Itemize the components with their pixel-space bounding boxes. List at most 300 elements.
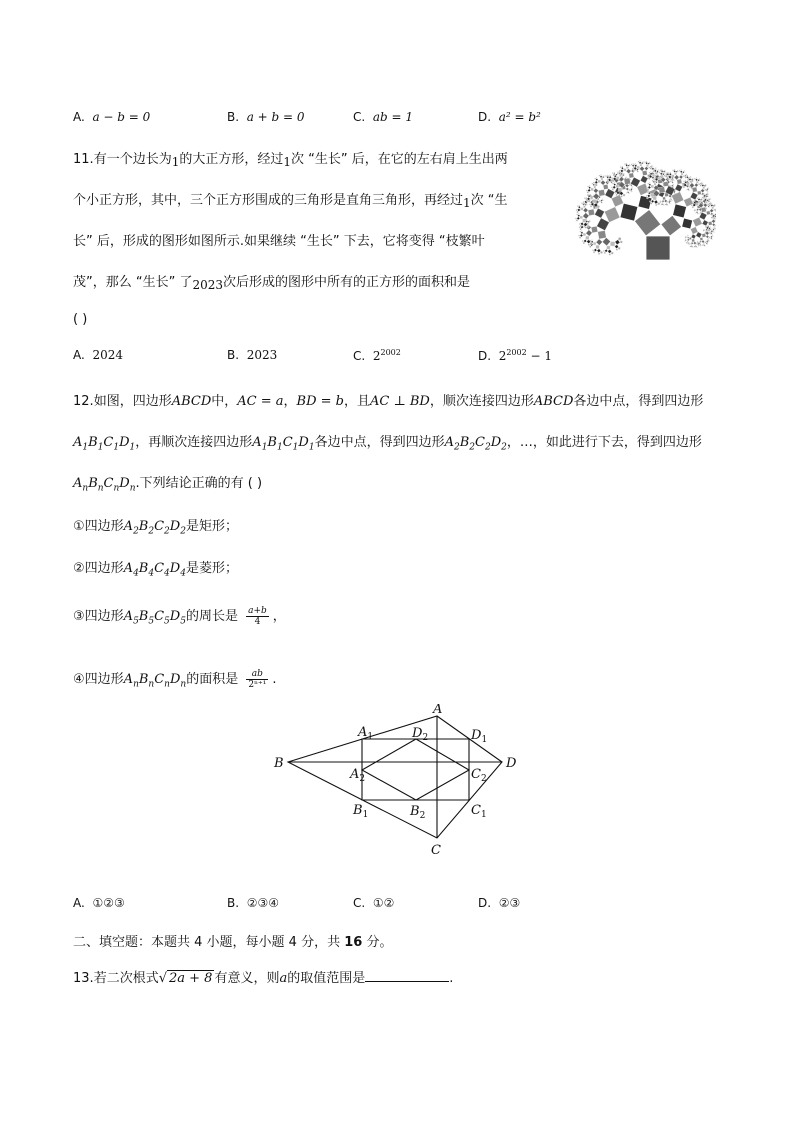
- tree-square: [712, 219, 716, 223]
- tree-square: [706, 240, 707, 241]
- q13-line: 13.若二次根式√ 2a + 8 有意义，则a的取值范围是 .: [73, 971, 454, 986]
- tree-square: [690, 243, 691, 244]
- tree-square: [709, 200, 710, 201]
- tree-square: [672, 186, 673, 187]
- tree-square: [655, 172, 657, 174]
- tree-square: [708, 198, 709, 199]
- tree-square: [629, 184, 631, 186]
- label-b1: $B_1$: [353, 803, 369, 820]
- tree-square: [676, 190, 677, 191]
- tree-square: [710, 228, 711, 229]
- tree-square: [578, 206, 580, 208]
- tree-square: [655, 168, 656, 169]
- tree-square: [713, 217, 715, 219]
- tree-square: [702, 233, 706, 237]
- q12-line-3: $A_nB_nC_nD_n$.下列结论正确的有 ( ): [73, 476, 263, 494]
- answer-blank[interactable]: [365, 969, 449, 982]
- tree-square: [705, 245, 706, 246]
- tree-square: [595, 208, 605, 218]
- tree-square: [711, 217, 712, 218]
- tree-square: [691, 177, 692, 178]
- tree-square: [602, 238, 610, 246]
- tree-square: [639, 160, 640, 161]
- tree-square: [672, 180, 673, 181]
- tree-square: [712, 228, 713, 229]
- tree-square: [696, 177, 697, 178]
- tree-square: [663, 205, 664, 206]
- tree-square: [688, 178, 690, 180]
- tree-square: [615, 240, 620, 245]
- tree-square: [646, 236, 670, 260]
- tree-square: [671, 175, 674, 178]
- tree-square: [694, 210, 695, 211]
- tree-square: [710, 209, 714, 213]
- tree-square: [669, 199, 670, 200]
- tree-square: [586, 230, 592, 236]
- tree-square: [623, 168, 626, 171]
- tree-square: [692, 239, 695, 242]
- tree-square: [653, 169, 655, 171]
- tree-square: [618, 174, 619, 175]
- tree-square: [681, 169, 682, 170]
- tree-square: [598, 180, 601, 183]
- tree-square: [693, 180, 694, 181]
- tree-square: [679, 175, 683, 179]
- label-b: B: [274, 756, 284, 771]
- tree-square: [632, 186, 633, 187]
- tree-square: [712, 236, 713, 237]
- tree-square: [650, 193, 653, 196]
- tree-square: [672, 183, 673, 184]
- tree-square: [579, 205, 580, 206]
- tree-square: [618, 188, 622, 192]
- tree-square: [684, 237, 685, 238]
- tree-square: [632, 191, 633, 192]
- tree-square: [705, 189, 707, 191]
- tree-square: [605, 175, 607, 177]
- tree-square: [710, 234, 711, 235]
- tree-square: [693, 217, 702, 226]
- tree-square: [664, 199, 667, 202]
- tree-square: [625, 164, 627, 166]
- tree-square: [680, 171, 682, 173]
- area-fraction: $\frac{ab}{\text{2ⁿ⁺¹}}$: [248, 669, 267, 690]
- tree-square: [588, 187, 590, 189]
- tree-square: [713, 231, 714, 232]
- label-a1: $A_1$: [358, 725, 374, 742]
- tree-square: [686, 243, 687, 244]
- tree-square: [585, 236, 589, 240]
- tree-square: [672, 192, 684, 204]
- tree-square: [682, 218, 693, 229]
- tree-square: [622, 166, 623, 167]
- label-a2: $A_2$: [350, 767, 366, 784]
- tree-square: [661, 169, 662, 170]
- tree-square: [685, 178, 686, 179]
- tree-square: [623, 173, 624, 174]
- tree-square: [649, 172, 651, 174]
- tree-square: [591, 226, 598, 233]
- tree-square: [583, 242, 585, 244]
- tree-square: [612, 180, 614, 182]
- tree-square: [708, 196, 709, 197]
- quad-a2b2c2d2: [362, 739, 469, 800]
- tree-square: [624, 163, 626, 165]
- tree-square: [665, 171, 666, 172]
- q12-option-c: C. ①②: [353, 896, 395, 910]
- tree-square: [687, 237, 689, 239]
- tree-square: [621, 167, 623, 169]
- tree-square: [631, 186, 632, 187]
- tree-square: [712, 239, 713, 240]
- tree-square: [587, 204, 588, 205]
- tree-square: [577, 205, 579, 207]
- tree-square: [662, 202, 663, 203]
- tree-square: [584, 203, 586, 205]
- tree-square: [702, 240, 705, 243]
- tree-square: [590, 221, 591, 222]
- tree-square: [714, 226, 715, 227]
- tree-square: [715, 205, 716, 206]
- tree-square: [709, 206, 710, 207]
- tree-square: [681, 173, 683, 175]
- tree-square: [703, 230, 704, 231]
- tree-square: [709, 202, 710, 203]
- tree-square: [589, 246, 591, 248]
- tree-square: [603, 184, 608, 189]
- tree-square: [603, 250, 605, 252]
- tree-square: [583, 208, 588, 213]
- tree-square: [709, 198, 710, 199]
- tree-square: [583, 213, 589, 219]
- tree-square: [706, 235, 709, 238]
- tree-square: [689, 243, 690, 244]
- tree-square: [649, 162, 650, 163]
- tree-square: [605, 249, 608, 252]
- tree-square: [617, 171, 619, 173]
- tree-square: [593, 188, 598, 193]
- tree-square: [646, 197, 648, 199]
- tree-square: [700, 243, 701, 244]
- tree-square: [674, 169, 675, 170]
- tree-square: [709, 204, 711, 206]
- tree-square: [591, 183, 593, 185]
- tree-square: [597, 205, 600, 208]
- tree-square: [666, 203, 667, 204]
- tree-square: [594, 249, 597, 252]
- tree-square: [591, 188, 594, 191]
- tree-square: [588, 244, 590, 246]
- tree-square: [691, 227, 698, 234]
- tree-square: [593, 182, 595, 184]
- tree-square: [691, 189, 692, 190]
- tree-square: [576, 211, 578, 213]
- tree-square: [602, 199, 603, 200]
- tree-square: [703, 198, 705, 200]
- tree-square: [648, 186, 651, 189]
- tree-square: [703, 187, 705, 189]
- tree-square: [612, 188, 614, 190]
- tree-square: [712, 235, 713, 236]
- tree-square: [648, 177, 650, 179]
- tree-square: [699, 178, 700, 179]
- tree-square: [672, 180, 673, 181]
- tree-square: [593, 199, 597, 203]
- tree-square: [609, 175, 610, 176]
- tree-square: [701, 189, 705, 193]
- tree-square: [658, 169, 659, 170]
- tree-square: [706, 185, 707, 186]
- tree-square: [691, 234, 696, 239]
- tree-square: [661, 175, 663, 177]
- tree-square: [630, 165, 631, 166]
- q11-line-3: 长” 后，形成的图形如图所示.如果继续 “生长” 下去，它将变得 “枝繁叶: [73, 234, 485, 249]
- tree-square: [696, 203, 699, 206]
- tree-square: [658, 177, 661, 180]
- perimeter-fraction: $\frac{a+b}{4}$: [248, 606, 267, 627]
- tree-square: [616, 249, 618, 251]
- tree-square: [642, 170, 647, 175]
- tree-square: [611, 187, 613, 189]
- q10-option-a: A. a − b = 0: [73, 110, 151, 124]
- tree-square: [702, 183, 703, 184]
- tree-square: [708, 189, 709, 190]
- tree-square: [707, 192, 708, 193]
- tree-square: [700, 184, 702, 186]
- q11-option-b: B. 2023: [227, 348, 278, 362]
- tree-square: [580, 216, 583, 219]
- tree-square: [670, 199, 671, 200]
- q11-option-c: C. $2^{2002}$: [353, 348, 401, 363]
- q12-line-1: 12.如图，四边形ABCD中，AC = a，BD = b，且AC ⊥ BD，顺次连接四边形ABCD各边中点，得到四边形: [73, 394, 704, 409]
- tree-square: [578, 214, 580, 216]
- tree-square: [707, 244, 708, 245]
- tree-square: [674, 175, 679, 180]
- tree-square: [702, 220, 708, 226]
- tree-square: [667, 178, 669, 180]
- tree-square: [698, 198, 700, 200]
- tree-square: [696, 211, 697, 212]
- q11-answer-paren: ( ): [73, 312, 88, 327]
- tree-square: [673, 184, 674, 185]
- tree-square: [616, 185, 619, 188]
- tree-square: [664, 175, 666, 177]
- tree-square: [715, 219, 716, 221]
- tree-square: [685, 180, 686, 181]
- tree-square: [696, 209, 698, 211]
- tree-square: [645, 162, 647, 164]
- tree-square: [696, 232, 702, 238]
- tree-square: [597, 218, 609, 230]
- tree-square: [646, 164, 648, 166]
- tree-square: [704, 232, 705, 233]
- tree-square: [585, 226, 587, 228]
- tree-square: [659, 202, 660, 203]
- tree-square: [700, 237, 703, 240]
- tree-square: [691, 204, 693, 206]
- tree-square: [594, 183, 596, 185]
- tree-square: [635, 163, 636, 164]
- tree-square: [579, 231, 581, 233]
- tree-square: [663, 205, 664, 206]
- q11-line-4: 茂”，那么 “生长” 了2023次后形成的图形中所有的正方形的面积和是: [73, 275, 471, 292]
- tree-square: [715, 213, 716, 215]
- quadrilateral-figure: [270, 704, 530, 860]
- tree-square: [684, 240, 685, 241]
- tree-square: [684, 170, 685, 171]
- tree-square: [647, 191, 649, 193]
- tree-square: [621, 195, 623, 197]
- tree-square: [712, 223, 715, 226]
- tree-square: [610, 241, 615, 246]
- label-d2: $D_2$: [412, 726, 429, 743]
- tree-square: [615, 245, 619, 249]
- tree-square: [614, 183, 616, 185]
- tree-square: [714, 209, 716, 211]
- tree-square: [695, 179, 697, 181]
- tree-square: [659, 187, 666, 194]
- tree-square: [646, 187, 648, 189]
- tree-square: [587, 225, 590, 228]
- tree-square: [670, 180, 672, 182]
- tree-square: [706, 211, 710, 215]
- tree-square: [581, 230, 582, 231]
- tree-square: [602, 202, 603, 203]
- tree-square: [616, 194, 618, 196]
- tree-square: [703, 243, 704, 244]
- tree-square: [697, 191, 701, 195]
- tree-square: [679, 170, 681, 172]
- tree-square: [616, 176, 619, 179]
- tree-square: [589, 185, 590, 186]
- tree-square: [590, 196, 593, 199]
- tree-square: [632, 187, 633, 188]
- tree-square: [629, 189, 631, 191]
- tree-square: [667, 176, 669, 178]
- tree-square: [646, 195, 648, 197]
- tree-square: [633, 169, 635, 171]
- tree-square: [708, 207, 709, 208]
- tree-square: [708, 221, 712, 225]
- tree-square: [692, 206, 694, 208]
- tree-square: [649, 184, 651, 186]
- q12-option-a: A. ①②③: [73, 896, 125, 910]
- tree-square: [604, 177, 605, 178]
- tree-square: [614, 172, 615, 173]
- tree-square: [689, 246, 690, 247]
- tree-square: [594, 178, 596, 180]
- tree-square: [576, 209, 578, 211]
- tree-square: [689, 237, 691, 239]
- tree-square: [615, 192, 617, 194]
- tree-square: [631, 164, 633, 166]
- tree-square: [646, 161, 647, 162]
- tree-square: [698, 197, 699, 198]
- tree-square: [626, 163, 627, 164]
- tree-square: [711, 234, 712, 235]
- tree-square: [592, 249, 594, 251]
- tree-square: [632, 189, 633, 190]
- tree-square: [654, 200, 658, 204]
- tree-square: [660, 169, 662, 171]
- tree-square: [707, 191, 708, 192]
- tree-square: [705, 226, 707, 228]
- label-b2: $B_2$: [410, 804, 426, 821]
- tree-square: [624, 178, 631, 185]
- tree-square: [587, 194, 589, 196]
- tree-square: [704, 212, 705, 213]
- section-2-heading: 二、填空题：本题共 4 小题，每小题 4 分，共 16 分。: [73, 935, 393, 950]
- tree-square: [695, 210, 696, 211]
- tree-square: [665, 172, 667, 174]
- tree-square: [607, 181, 609, 183]
- tree-square: [704, 193, 705, 194]
- tree-square: [709, 237, 711, 239]
- tree-square: [687, 175, 688, 176]
- tree-square: [651, 185, 654, 188]
- tree-square: [586, 190, 588, 192]
- tree-square: [590, 205, 592, 207]
- tree-square: [577, 217, 580, 220]
- tree-square: [662, 200, 664, 202]
- tree-square: [590, 242, 593, 245]
- tree-square: [707, 194, 708, 195]
- tree-square: [637, 166, 640, 169]
- tree-square: [638, 195, 652, 209]
- tree-square: [653, 179, 655, 181]
- tree-square: [663, 181, 668, 186]
- tree-square: [701, 245, 702, 246]
- tree-square: [692, 178, 693, 179]
- tree-square: [688, 188, 689, 189]
- tree-square: [585, 198, 587, 200]
- tree-square: [683, 180, 685, 182]
- tree-square: [707, 203, 709, 205]
- tree-square: [677, 179, 682, 184]
- tree-square: [634, 209, 661, 236]
- tree-square: [618, 247, 621, 250]
- tree-square: [698, 183, 700, 185]
- tree-square: [697, 198, 699, 200]
- tree-square: [599, 175, 601, 177]
- tree-square: [671, 201, 672, 202]
- tree-square: [685, 175, 687, 177]
- tree-square: [669, 185, 670, 186]
- tree-square: [652, 166, 653, 167]
- tree-square: [612, 183, 614, 185]
- tree-square: [586, 197, 587, 198]
- tree-square: [711, 203, 712, 204]
- quad-a1b1c1d1: [362, 739, 469, 800]
- tree-square: [697, 247, 698, 248]
- tree-square: [648, 167, 650, 169]
- tree-square: [673, 204, 687, 218]
- tree-square: [638, 161, 640, 163]
- q10-option-d: D. a² = b²: [478, 110, 541, 124]
- tree-square: [707, 225, 708, 226]
- tree-square: [689, 190, 690, 191]
- tree-square: [583, 201, 585, 203]
- tree-square: [686, 189, 687, 190]
- tree-square: [579, 223, 581, 225]
- tree-square: [575, 218, 577, 220]
- tree-square: [658, 171, 659, 172]
- q11-line-2: 个小正方形，其中，三个正方形围成的三角形是直角三角形，再经过1次 “生: [73, 193, 508, 210]
- tree-square: [711, 239, 712, 240]
- tree-square: [619, 170, 621, 172]
- tree-square: [705, 197, 706, 198]
- tree-square: [629, 193, 630, 194]
